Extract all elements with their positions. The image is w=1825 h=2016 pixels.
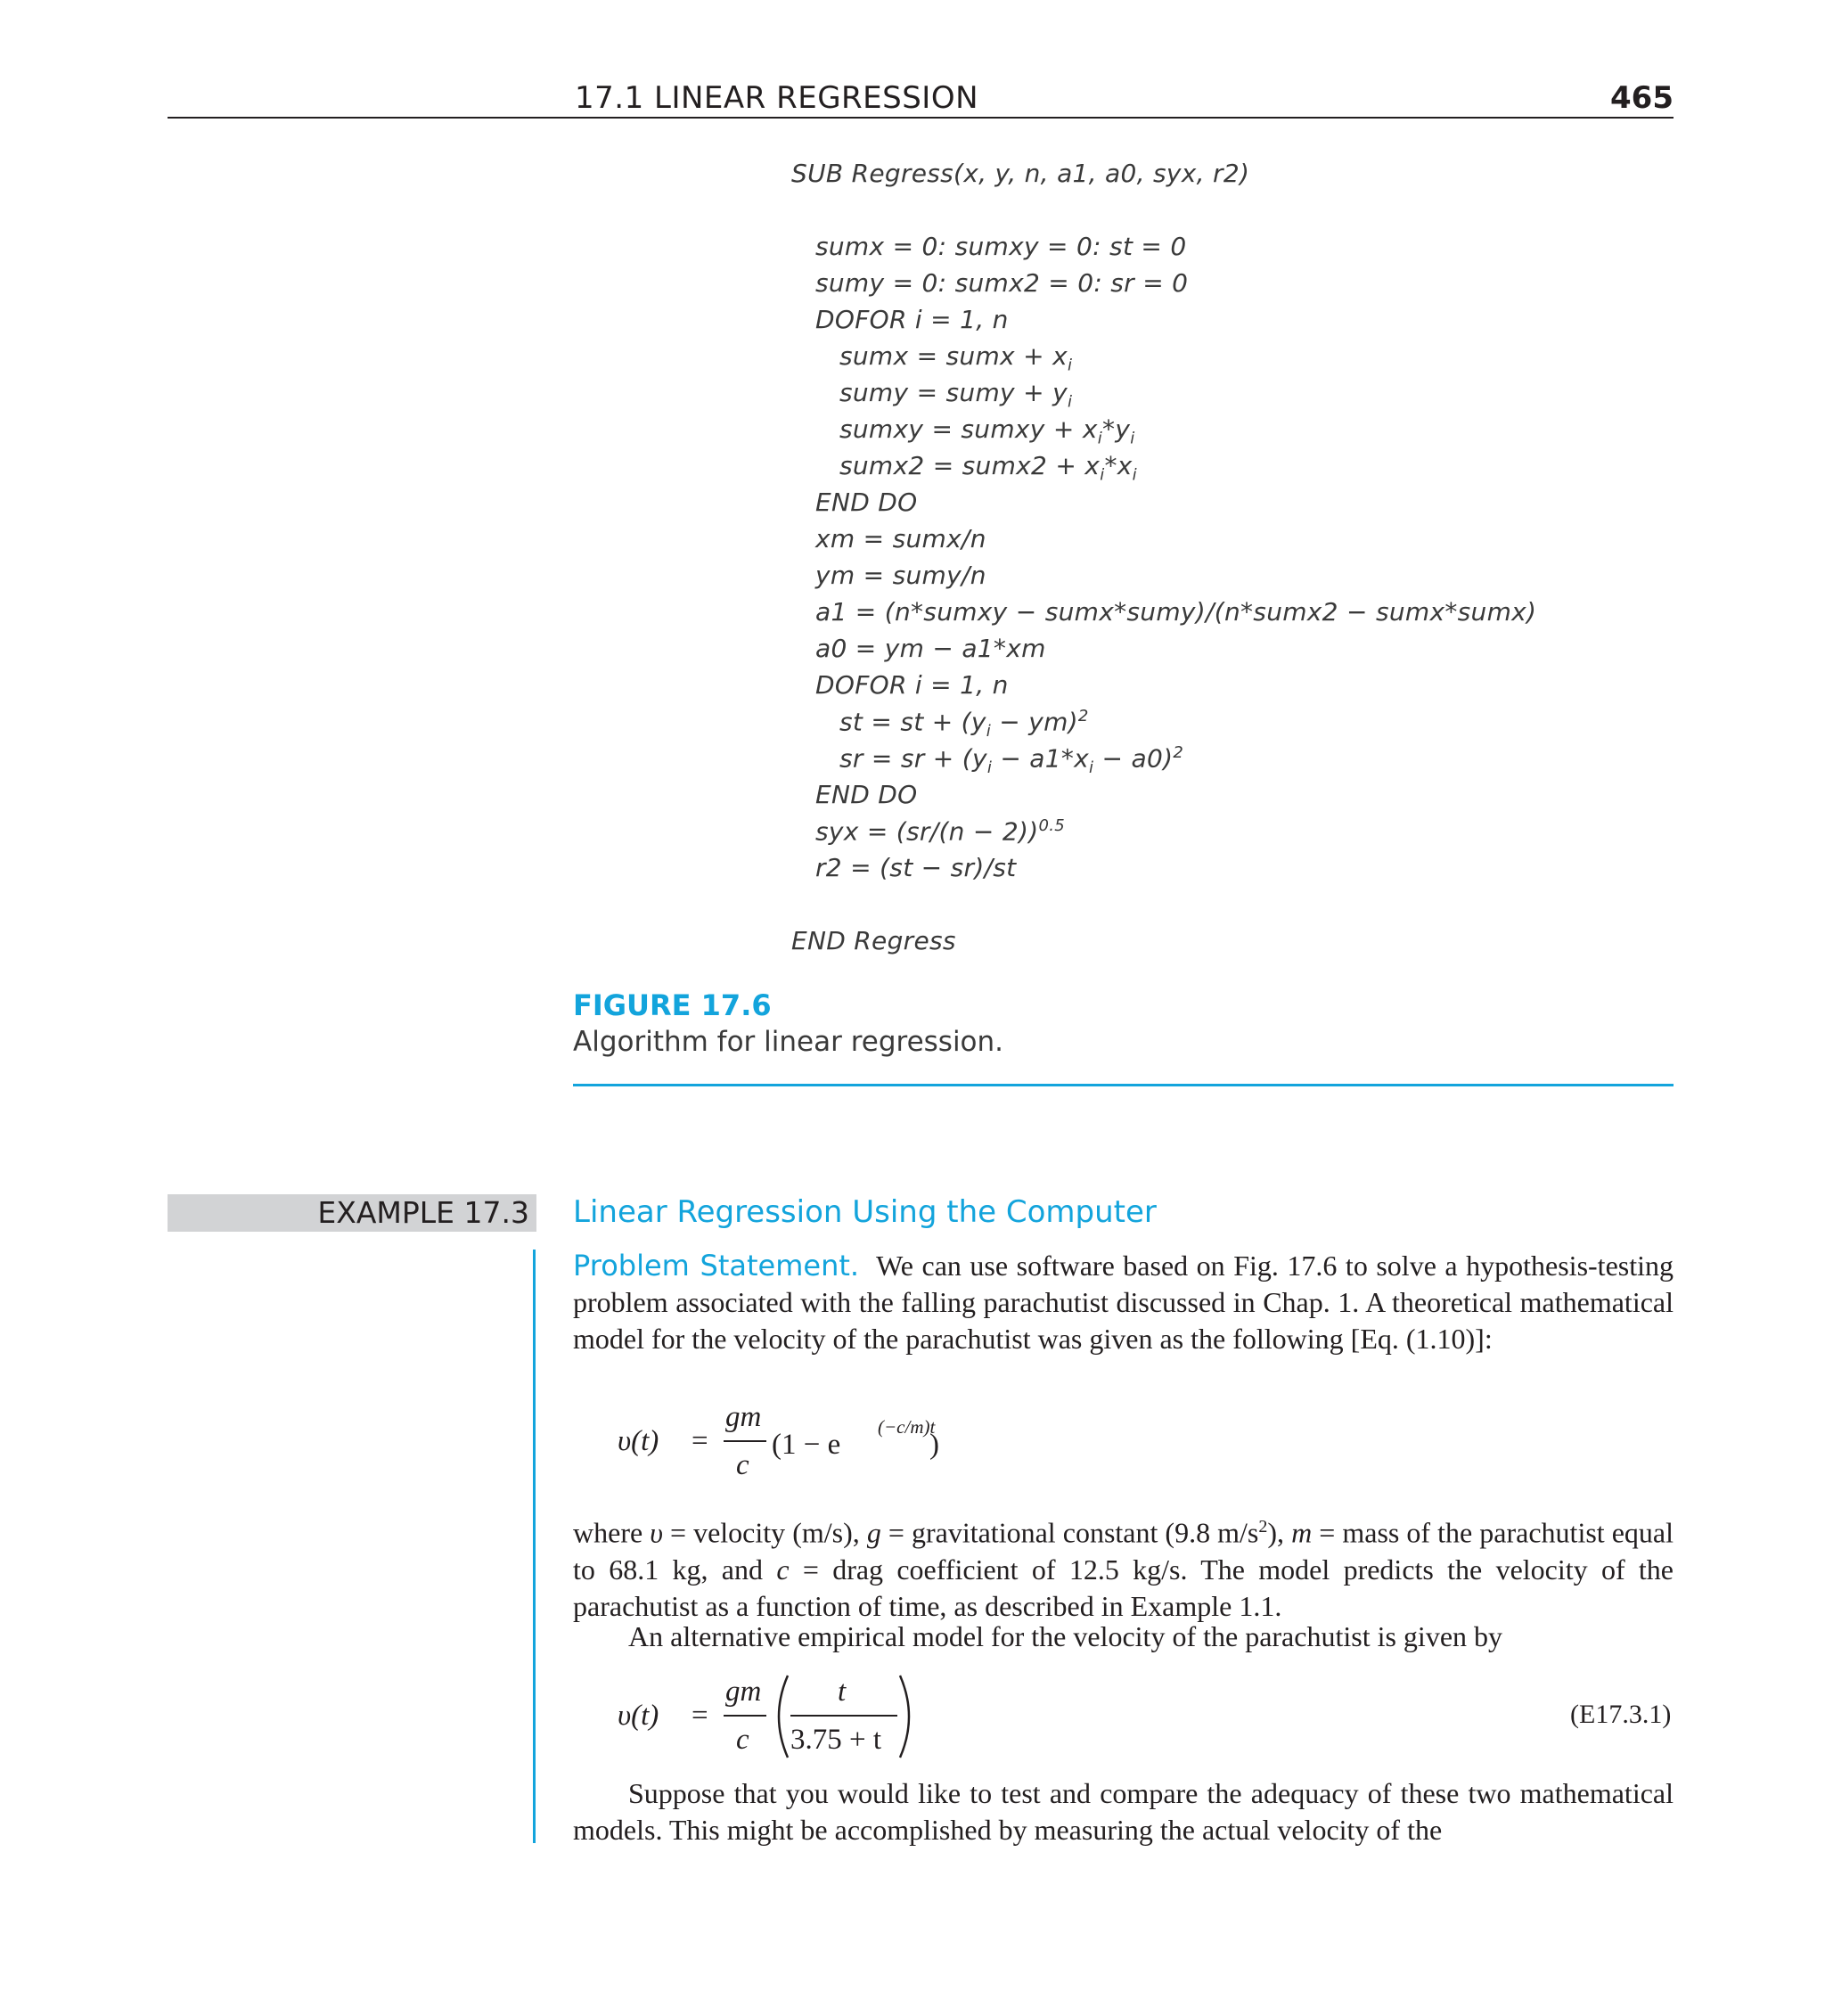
eq1-paren-close: ) — [929, 1429, 939, 1461]
code-line: a1 = (n*sumxy − sumx*sumy)/(n*sumx2 − sumx*sumx) — [815, 597, 1537, 627]
eq1-exponent: (−c/m)t — [878, 1416, 936, 1438]
code-line: sumy = 0: sumx2 = 0: sr = 0 — [815, 268, 1189, 298]
figure-rule — [573, 1084, 1674, 1086]
running-header — [168, 80, 1674, 119]
code-line: r2 = (st − sr)/st — [815, 853, 1017, 882]
code-line: sumxy = sumxy + $x_i*y_i$ — [839, 414, 1135, 448]
code-line: sr = sr + $(y_i - a1*x_i - a0)^2$ — [839, 743, 1184, 777]
code-line: sumx = sumx + $x_i$ — [839, 341, 1073, 375]
eq2-denominator: 3.75 + t — [790, 1724, 882, 1756]
definitions-paragraph: where υ = velocity (m/s), g = gravitational constant (9.8 $m/s^2$), m = mass of the parachutist equal to 68.1 kg, and c = drag coefficient of 12.5 kg/s. The model predicts the velocity of the parachutist as a function of time, as described in Example 1.1. — [573, 1516, 1674, 1622]
code-line: a0 = ym − a1*xm — [815, 634, 1046, 663]
eq1-equals: = — [692, 1425, 708, 1457]
eq1-fraction-bar — [724, 1440, 766, 1442]
example-side-bar — [533, 1250, 536, 1843]
header-rule — [168, 117, 1674, 119]
problem-statement-paragraph: Problem Statement. We can use software based on Fig. 17.6 to solve a hypothesis-testing problem associated with the falling parachutist discussed in Chap. 1. A theoretical mathematical model for the velocity of the parachutist was given as the following [Eq. (1.10)]: — [573, 1249, 1674, 1355]
section-title: 17.1 LINEAR REGRESSION — [575, 80, 979, 116]
code-line: DOFOR i = 1, n — [815, 670, 1009, 700]
eq2-gm-fraction-bar — [724, 1715, 766, 1717]
example-title: Linear Regression Using the Computer — [573, 1194, 1157, 1230]
code-end-line: END Regress — [791, 926, 956, 955]
example-label-box — [168, 1194, 536, 1232]
code-line: END DO — [815, 488, 918, 517]
eq2-lhs: υ(t) — [618, 1700, 659, 1732]
code-line: END DO — [815, 780, 918, 809]
code-line: ym = sumy/n — [815, 561, 986, 590]
eq2-c-denominator: c — [736, 1724, 749, 1756]
code-line: xm = sumx/n — [815, 524, 986, 553]
adequacy-paragraph: Suppose that you would like to test and compare the adequacy of these two mathematical models. This might be accomplished by measuring the actual velocity of the — [573, 1777, 1674, 1846]
code-line: sumx = 0: sumxy = 0: st = 0 — [815, 232, 1187, 261]
figure-label: FIGURE 17.6 — [573, 988, 772, 1022]
eq2-equals: = — [692, 1700, 708, 1732]
figure-caption: Algorithm for linear regression. — [573, 1026, 1004, 1058]
example-label: EXAMPLE 17.3 — [317, 1195, 529, 1230]
eq2-fraction-bar — [790, 1715, 897, 1717]
code-line: DOFOR i = 1, n — [815, 305, 1009, 334]
alternative-model-paragraph: An alternative empirical model for the velocity of the parachutist is given by — [628, 1620, 1503, 1652]
eq1-paren-term: (1 − e — [772, 1429, 841, 1461]
code-line: sumx2 = sumx2 + $x_i*x_i$ — [839, 451, 1137, 485]
eq2-gm-numerator: gm — [725, 1676, 762, 1708]
page-number: 465 — [1610, 80, 1674, 116]
eq1-lhs: υ(t) — [618, 1425, 659, 1457]
code-sub-line: SUB Regress(x, y, n, a1, a0, syx, r2) — [791, 159, 1250, 188]
code-line: syx = $(sr/(n - 2))^{0.5}$ — [815, 816, 1065, 847]
code-line: st = st + $(y_i - ym)^2$ — [839, 707, 1089, 741]
eq1-denominator: c — [736, 1449, 749, 1481]
problem-statement-runin: Problem Statement. — [573, 1249, 860, 1283]
eq1-numerator: gm — [725, 1401, 762, 1433]
code-line: sumy = sumy + $y_i$ — [839, 378, 1073, 412]
eq2-t-numerator: t — [838, 1676, 847, 1708]
eq2-number: (E17.3.1) — [1570, 1700, 1672, 1729]
